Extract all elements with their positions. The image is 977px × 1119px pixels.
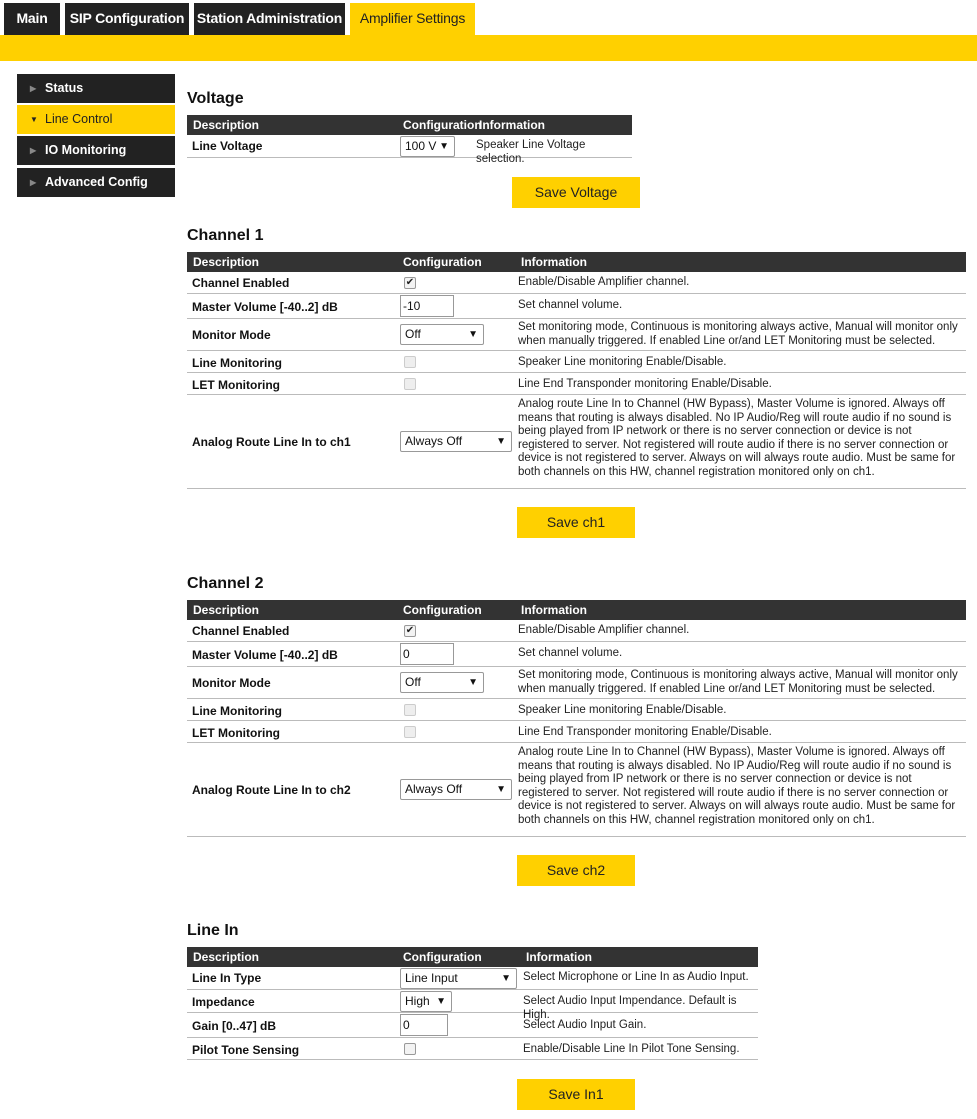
row-label: Master Volume [-40..2] dB <box>192 300 338 314</box>
table-header <box>187 252 966 272</box>
tab-sip-configuration[interactable]: SIP Configuration <box>65 3 189 35</box>
column-description: Description <box>193 603 260 617</box>
row-label: Impedance <box>192 995 255 1009</box>
master-volume-input[interactable]: 0 <box>400 643 454 665</box>
caret-down-icon: ▼ <box>436 996 446 1007</box>
row-label: Channel Enabled <box>192 624 290 638</box>
row-info: Set channel volume. <box>518 647 623 659</box>
monitor-mode-select[interactable] <box>400 324 484 345</box>
save-ch1-button[interactable]: Save ch1 <box>517 507 635 538</box>
row-label: Line In Type <box>192 971 262 985</box>
channel-enabled-checkbox[interactable]: ✔ <box>405 625 415 636</box>
save-ch2-button[interactable]: Save ch2 <box>517 855 635 886</box>
table-row <box>187 743 966 837</box>
row-info: Set monitoring mode, Continuous is monitoring always active, Manual will monitor only when manually triggered. If enabled Line or/and LET Monitoring must be selected. <box>518 321 958 347</box>
select-value: Off <box>405 675 421 689</box>
sidebar-item-label: Line Control <box>45 112 113 126</box>
chevron-right-icon: ▶ <box>30 84 37 93</box>
row-label: LET Monitoring <box>192 378 280 392</box>
sidebar-item-advanced-config[interactable] <box>17 168 175 197</box>
master-volume-input[interactable]: -10 <box>400 295 454 317</box>
table-row <box>187 319 966 351</box>
table-row <box>187 1038 758 1060</box>
sidebar-item-status[interactable] <box>17 74 175 103</box>
select-value: Off <box>405 327 421 341</box>
column-configuration: Configuration <box>403 255 482 269</box>
pilot-tone-sensing-checkbox[interactable] <box>404 1043 416 1055</box>
caret-down-icon: ▼ <box>468 677 478 688</box>
column-information: Information <box>526 950 592 964</box>
row-label: Channel Enabled <box>192 276 290 290</box>
column-information: Information <box>521 603 587 617</box>
table-row <box>187 294 966 319</box>
select-value: High <box>405 994 430 1008</box>
column-configuration: Configuration <box>403 603 482 617</box>
line-in-type-select[interactable] <box>400 968 517 989</box>
table-row <box>187 272 966 294</box>
tab-station-administration[interactable]: Station Administration <box>194 3 345 35</box>
column-configuration: Configuration <box>403 118 482 132</box>
row-info: Enable/Disable Amplifier channel. <box>518 276 690 288</box>
chevron-right-icon: ▶ <box>30 146 37 155</box>
let-monitoring-checkbox[interactable] <box>404 726 416 738</box>
row-label: Analog Route Line In to ch2 <box>192 783 351 797</box>
row-label: Line Monitoring <box>192 704 282 718</box>
table-header <box>187 115 632 135</box>
section-title-voltage: Voltage <box>187 90 244 107</box>
row-label: Master Volume [-40..2] dB <box>192 648 338 662</box>
monitor-mode-select[interactable] <box>400 672 484 693</box>
caret-down-icon: ▼ <box>468 329 478 340</box>
sidebar-item-line-control[interactable] <box>17 105 175 134</box>
tab-main[interactable]: Main <box>4 3 60 35</box>
tab-band <box>0 35 977 61</box>
table-row <box>187 373 966 395</box>
section-title-channel-2: Channel 2 <box>187 575 264 592</box>
row-label: Pilot Tone Sensing <box>192 1043 300 1057</box>
analog-route-select[interactable] <box>400 779 512 800</box>
column-description: Description <box>193 118 260 132</box>
select-value: Always Off <box>405 434 463 448</box>
line-voltage-select[interactable] <box>400 136 455 157</box>
caret-down-icon: ▼ <box>439 141 449 152</box>
section-title-line-in: Line In <box>187 922 239 939</box>
select-value: 100 V <box>405 139 437 153</box>
table-row <box>187 990 758 1021</box>
sidebar-item-label: Status <box>45 81 84 95</box>
row-info: Analog route Line In to Channel (HW Bypass), Master Volume is ignored. Always off means that routing is always disabled. No IP Audio/Reg will route audio if no sound is being played from IP network or there is no server connection or device is not registered to server. Not registered will route audio if there is no server connection or device is not registered to server. Always on will always route audio. Must be same for both channels on this HW, channel registration monitored only on ch1. <box>518 746 956 826</box>
column-information: Information <box>521 255 587 269</box>
table-row <box>187 642 966 667</box>
channel-enabled-checkbox[interactable]: ✔ <box>405 277 415 288</box>
row-info: Select Audio Input Impendance. Default is High. <box>523 995 737 1021</box>
row-info: Enable/Disable Line In Pilot Tone Sensing. <box>523 1043 740 1055</box>
row-info: Speaker Line monitoring Enable/Disable. <box>518 704 727 716</box>
row-label: Monitor Mode <box>192 676 271 690</box>
column-configuration: Configuration <box>403 950 482 964</box>
row-info: Set channel volume. <box>518 299 623 311</box>
row-label: Analog Route Line In to ch1 <box>192 435 351 449</box>
row-info: Line End Transponder monitoring Enable/Disable. <box>518 726 772 738</box>
table-row <box>187 1013 758 1038</box>
row-info: Line End Transponder monitoring Enable/Disable. <box>518 378 772 390</box>
line-monitoring-checkbox[interactable] <box>404 356 416 368</box>
row-info: Analog route Line In to Channel (HW Bypass), Master Volume is ignored. Always off means that routing is always disabled. No IP Audio/Reg will route audio if no sound is being played from IP network or there is no server connection or device is not registered to server. Not registered will route audio if there is no server connection or device is not registered to server. Always on will always route audio. Must be same for both channels on this HW, channel registration monitored only on ch1. <box>518 398 956 478</box>
caret-down-icon: ▼ <box>501 973 511 984</box>
table-header <box>187 600 966 620</box>
row-label: Gain [0..47] dB <box>192 1019 277 1033</box>
table-row <box>187 395 966 489</box>
table-row <box>187 967 758 990</box>
chevron-down-icon: ▼ <box>30 115 38 124</box>
chevron-right-icon: ▶ <box>30 178 37 187</box>
let-monitoring-checkbox[interactable] <box>404 378 416 390</box>
table-row <box>187 721 966 743</box>
analog-route-select[interactable] <box>400 431 512 452</box>
column-description: Description <box>193 255 260 269</box>
table-row <box>187 620 966 642</box>
table-row <box>187 351 966 373</box>
row-info: Set monitoring mode, Continuous is monitoring always active, Manual will monitor only when manually triggered. If enabled Line or/and LET Monitoring must be selected. <box>518 669 958 695</box>
sidebar-item-io-monitoring[interactable] <box>17 136 175 165</box>
caret-down-icon: ▼ <box>496 436 506 447</box>
row-label: Line Monitoring <box>192 356 282 370</box>
table-row <box>187 135 632 165</box>
save-in1-button[interactable]: Save In1 <box>517 1079 635 1110</box>
row-info: Select Microphone or Line In as Audio Input. <box>523 971 749 983</box>
column-description: Description <box>193 950 260 964</box>
table-row <box>187 667 966 699</box>
row-label: Monitor Mode <box>192 328 271 342</box>
impedance-select[interactable] <box>400 991 452 1012</box>
line-monitoring-checkbox[interactable] <box>404 704 416 716</box>
select-value: Line Input <box>405 971 458 985</box>
table-row <box>187 699 966 721</box>
tab-amplifier-settings[interactable]: Amplifier Settings <box>350 3 475 36</box>
table-header <box>187 947 758 967</box>
row-info: Select Audio Input Gain. <box>523 1019 647 1031</box>
caret-down-icon: ▼ <box>496 784 506 795</box>
row-info: Speaker Line Voltage selection. <box>476 139 586 165</box>
save-voltage-button[interactable]: Save Voltage <box>512 177 640 208</box>
row-label: Line Voltage <box>192 139 263 153</box>
select-value: Always Off <box>405 782 463 796</box>
sidebar-item-label: Advanced Config <box>45 175 148 189</box>
section-title-channel-1: Channel 1 <box>187 227 264 244</box>
row-label: LET Monitoring <box>192 726 280 740</box>
row-info: Enable/Disable Amplifier channel. <box>518 624 690 636</box>
sidebar-item-label: IO Monitoring <box>45 143 127 157</box>
row-info: Speaker Line monitoring Enable/Disable. <box>518 356 727 368</box>
column-information: Information <box>479 118 545 132</box>
gain-input[interactable]: 0 <box>400 1014 448 1036</box>
